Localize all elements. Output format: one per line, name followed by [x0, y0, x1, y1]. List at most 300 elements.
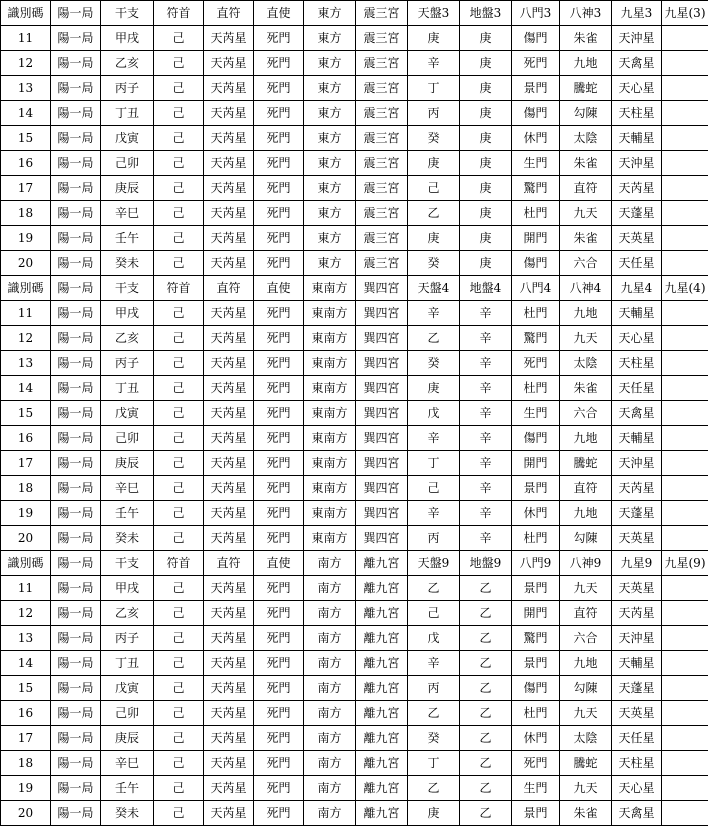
- cell-palace: 巽四宮: [356, 426, 408, 451]
- cell-jiuxing: 天任星: [612, 726, 662, 751]
- table-row: [1, 676, 708, 701]
- cell-ju: 陽一局: [51, 301, 101, 326]
- cell-tianpan: 辛: [408, 51, 460, 76]
- cell-zhishi: 死門: [254, 376, 304, 401]
- cell-direction: 南方: [304, 601, 356, 626]
- cell-palace: 離九宮: [356, 801, 408, 826]
- cell-zhifu: 天芮星: [204, 351, 254, 376]
- cell-zhifu: 天芮星: [204, 26, 254, 51]
- cell-ganzhi: 壬午: [101, 501, 154, 526]
- cell-dipan: 辛: [460, 501, 512, 526]
- cell-jiuxing: 天沖星: [612, 626, 662, 651]
- header-cell-ganzhi: 干支: [101, 551, 154, 576]
- table-row: [1, 526, 708, 551]
- cell-fushou: 己: [154, 326, 204, 351]
- header-cell-dipan: 地盤4: [460, 276, 512, 301]
- cell-bamen: 傷門: [512, 101, 560, 126]
- cell-bashen: 直符: [560, 176, 612, 201]
- header-cell-palace: 巽四宮: [356, 276, 408, 301]
- cell-zhifu: 天芮星: [204, 601, 254, 626]
- cell-direction: 東南方: [304, 326, 356, 351]
- header-cell-palace: 離九宮: [356, 551, 408, 576]
- table-row: [1, 751, 708, 776]
- cell-zhishi: 死門: [254, 576, 304, 601]
- cell-id: 14: [1, 651, 51, 676]
- header-cell-bamen: 八門4: [512, 276, 560, 301]
- cell-ganzhi: 丙子: [101, 76, 154, 101]
- cell-tianpan: 癸: [408, 251, 460, 276]
- cell-fushou: 己: [154, 676, 204, 701]
- header-cell-ju: 陽一局: [51, 551, 101, 576]
- cell-palace: 巽四宮: [356, 401, 408, 426]
- cell-jiuxing-extra: [662, 301, 708, 326]
- cell-bashen: 太陰: [560, 126, 612, 151]
- cell-zhifu: 天芮星: [204, 576, 254, 601]
- cell-dipan: 乙: [460, 801, 512, 826]
- cell-jiuxing: 天蓬星: [612, 501, 662, 526]
- cell-id: 11: [1, 576, 51, 601]
- cell-palace: 震三宮: [356, 151, 408, 176]
- cell-bamen: 休門: [512, 501, 560, 526]
- table-row: [1, 351, 708, 376]
- cell-zhifu: 天芮星: [204, 101, 254, 126]
- header-cell-zhishi: 直使: [254, 1, 304, 26]
- cell-ganzhi: 乙亥: [101, 601, 154, 626]
- cell-id: 16: [1, 426, 51, 451]
- cell-jiuxing: 天英星: [612, 226, 662, 251]
- cell-palace: 巽四宮: [356, 451, 408, 476]
- cell-ju: 陽一局: [51, 476, 101, 501]
- cell-zhifu: 天芮星: [204, 251, 254, 276]
- cell-dipan: 辛: [460, 526, 512, 551]
- cell-direction: 南方: [304, 801, 356, 826]
- cell-id: 16: [1, 151, 51, 176]
- cell-bamen: 開門: [512, 226, 560, 251]
- cell-jiuxing: 天沖星: [612, 151, 662, 176]
- cell-bashen: 六合: [560, 401, 612, 426]
- cell-direction: 東方: [304, 126, 356, 151]
- header-cell-dipan: 地盤9: [460, 551, 512, 576]
- cell-dipan: 辛: [460, 426, 512, 451]
- cell-tianpan: 癸: [408, 351, 460, 376]
- cell-jiuxing-extra: [662, 251, 708, 276]
- cell-id: 20: [1, 251, 51, 276]
- header-cell-ju: 陽一局: [51, 276, 101, 301]
- cell-zhifu: 天芮星: [204, 151, 254, 176]
- cell-direction: 東方: [304, 76, 356, 101]
- cell-ju: 陽一局: [51, 376, 101, 401]
- cell-palace: 震三宮: [356, 251, 408, 276]
- cell-tianpan: 丙: [408, 101, 460, 126]
- cell-zhifu: 天芮星: [204, 451, 254, 476]
- cell-fushou: 己: [154, 126, 204, 151]
- header-cell-ju: 陽一局: [51, 1, 101, 26]
- cell-jiuxing-extra: [662, 326, 708, 351]
- cell-bashen: 朱雀: [560, 801, 612, 826]
- cell-dipan: 乙: [460, 676, 512, 701]
- cell-direction: 南方: [304, 776, 356, 801]
- cell-jiuxing: 天沖星: [612, 26, 662, 51]
- cell-direction: 東方: [304, 51, 356, 76]
- header-cell-tianpan: 天盤4: [408, 276, 460, 301]
- cell-jiuxing-extra: [662, 576, 708, 601]
- cell-zhifu: 天芮星: [204, 426, 254, 451]
- header-cell-zhishi: 直使: [254, 276, 304, 301]
- header-cell-fushou: 符首: [154, 551, 204, 576]
- table-row: [1, 376, 708, 401]
- cell-jiuxing-extra: [662, 226, 708, 251]
- section-header-row: [1, 1, 708, 26]
- cell-zhishi: 死門: [254, 26, 304, 51]
- table-row: [1, 476, 708, 501]
- cell-ganzhi: 丙子: [101, 351, 154, 376]
- cell-direction: 東方: [304, 226, 356, 251]
- cell-jiuxing: 天柱星: [612, 351, 662, 376]
- cell-zhifu: 天芮星: [204, 776, 254, 801]
- cell-palace: 離九宮: [356, 726, 408, 751]
- cell-fushou: 己: [154, 351, 204, 376]
- section-header-row: [1, 276, 708, 301]
- cell-tianpan: 己: [408, 601, 460, 626]
- cell-ganzhi: 戊寅: [101, 126, 154, 151]
- cell-ganzhi: 己卯: [101, 426, 154, 451]
- cell-dipan: 辛: [460, 301, 512, 326]
- cell-jiuxing-extra: [662, 476, 708, 501]
- cell-jiuxing-extra: [662, 626, 708, 651]
- cell-zhifu: 天芮星: [204, 76, 254, 101]
- header-cell-fushou: 符首: [154, 276, 204, 301]
- header-cell-tianpan: 天盤3: [408, 1, 460, 26]
- cell-fushou: 己: [154, 801, 204, 826]
- cell-id: 12: [1, 326, 51, 351]
- cell-id: 13: [1, 626, 51, 651]
- cell-jiuxing-extra: [662, 201, 708, 226]
- cell-fushou: 己: [154, 476, 204, 501]
- table-row: [1, 51, 708, 76]
- cell-jiuxing-extra: [662, 726, 708, 751]
- header-cell-ganzhi: 干支: [101, 276, 154, 301]
- cell-ganzhi: 丁丑: [101, 376, 154, 401]
- cell-jiuxing-extra: [662, 426, 708, 451]
- cell-jiuxing-extra: [662, 151, 708, 176]
- cell-zhishi: 死門: [254, 301, 304, 326]
- cell-palace: 震三宮: [356, 176, 408, 201]
- cell-jiuxing-extra: [662, 126, 708, 151]
- cell-ju: 陽一局: [51, 101, 101, 126]
- cell-jiuxing-extra: [662, 651, 708, 676]
- cell-zhifu: 天芮星: [204, 401, 254, 426]
- cell-fushou: 己: [154, 576, 204, 601]
- cell-palace: 巽四宮: [356, 501, 408, 526]
- header-cell-bashen: 八神4: [560, 276, 612, 301]
- cell-palace: 離九宮: [356, 676, 408, 701]
- cell-bamen: 景門: [512, 651, 560, 676]
- cell-zhifu: 天芮星: [204, 176, 254, 201]
- cell-jiuxing-extra: [662, 751, 708, 776]
- cell-zhifu: 天芮星: [204, 626, 254, 651]
- cell-ju: 陽一局: [51, 751, 101, 776]
- cell-palace: 離九宮: [356, 776, 408, 801]
- cell-id: 13: [1, 76, 51, 101]
- cell-jiuxing: 天心星: [612, 76, 662, 101]
- cell-fushou: 己: [154, 651, 204, 676]
- cell-ju: 陽一局: [51, 251, 101, 276]
- cell-palace: 巽四宮: [356, 526, 408, 551]
- cell-jiuxing: 天英星: [612, 701, 662, 726]
- cell-ganzhi: 癸未: [101, 251, 154, 276]
- cell-zhifu: 天芮星: [204, 651, 254, 676]
- cell-fushou: 己: [154, 176, 204, 201]
- cell-bashen: 九天: [560, 326, 612, 351]
- cell-bashen: 九天: [560, 201, 612, 226]
- cell-dipan: 庚: [460, 151, 512, 176]
- cell-fushou: 己: [154, 376, 204, 401]
- cell-jiuxing: 天芮星: [612, 601, 662, 626]
- cell-jiuxing: 天沖星: [612, 451, 662, 476]
- cell-jiuxing: 天蓬星: [612, 676, 662, 701]
- cell-bamen: 傷門: [512, 426, 560, 451]
- cell-ju: 陽一局: [51, 426, 101, 451]
- cell-fushou: 己: [154, 451, 204, 476]
- cell-zhifu: 天芮星: [204, 126, 254, 151]
- cell-fushou: 己: [154, 251, 204, 276]
- cell-direction: 南方: [304, 626, 356, 651]
- cell-bashen: 六合: [560, 251, 612, 276]
- cell-palace: 震三宮: [356, 76, 408, 101]
- cell-palace: 震三宮: [356, 201, 408, 226]
- cell-bamen: 死門: [512, 51, 560, 76]
- cell-ganzhi: 丙子: [101, 626, 154, 651]
- cell-dipan: 庚: [460, 201, 512, 226]
- cell-ju: 陽一局: [51, 401, 101, 426]
- table-row: [1, 726, 708, 751]
- cell-jiuxing: 天輔星: [612, 301, 662, 326]
- cell-bamen: 景門: [512, 476, 560, 501]
- cell-jiuxing: 天芮星: [612, 176, 662, 201]
- cell-palace: 離九宮: [356, 576, 408, 601]
- cell-bamen: 景門: [512, 801, 560, 826]
- cell-tianpan: 己: [408, 176, 460, 201]
- cell-dipan: 辛: [460, 376, 512, 401]
- cell-id: 17: [1, 726, 51, 751]
- cell-ganzhi: 戊寅: [101, 676, 154, 701]
- cell-tianpan: 辛: [408, 651, 460, 676]
- cell-ganzhi: 己卯: [101, 701, 154, 726]
- cell-tianpan: 庚: [408, 26, 460, 51]
- header-cell-palace: 震三宮: [356, 1, 408, 26]
- cell-jiuxing-extra: [662, 401, 708, 426]
- cell-id: 12: [1, 601, 51, 626]
- cell-id: 19: [1, 226, 51, 251]
- cell-palace: 離九宮: [356, 651, 408, 676]
- table-row: [1, 251, 708, 276]
- cell-bamen: 生門: [512, 151, 560, 176]
- cell-bashen: 直符: [560, 601, 612, 626]
- table-row: [1, 701, 708, 726]
- cell-fushou: 己: [154, 226, 204, 251]
- cell-zhifu: 天芮星: [204, 726, 254, 751]
- cell-fushou: 己: [154, 501, 204, 526]
- cell-fushou: 己: [154, 101, 204, 126]
- cell-bashen: 勾陳: [560, 676, 612, 701]
- cell-id: 17: [1, 176, 51, 201]
- cell-jiuxing: 天心星: [612, 326, 662, 351]
- cell-bamen: 景門: [512, 76, 560, 101]
- table-row: [1, 776, 708, 801]
- cell-zhifu: 天芮星: [204, 301, 254, 326]
- cell-zhishi: 死門: [254, 451, 304, 476]
- cell-bamen: 生門: [512, 776, 560, 801]
- cell-ganzhi: 辛巳: [101, 201, 154, 226]
- cell-dipan: 庚: [460, 51, 512, 76]
- cell-direction: 南方: [304, 701, 356, 726]
- cell-bashen: 騰蛇: [560, 451, 612, 476]
- cell-ganzhi: 甲戌: [101, 26, 154, 51]
- table-row: [1, 301, 708, 326]
- cell-zhishi: 死門: [254, 201, 304, 226]
- cell-bashen: 騰蛇: [560, 76, 612, 101]
- cell-direction: 南方: [304, 751, 356, 776]
- cell-direction: 東方: [304, 251, 356, 276]
- header-cell-direction: 東南方: [304, 276, 356, 301]
- cell-palace: 離九宮: [356, 626, 408, 651]
- table-row: [1, 801, 708, 826]
- cell-tianpan: 庚: [408, 801, 460, 826]
- cell-zhishi: 死門: [254, 501, 304, 526]
- cell-dipan: 乙: [460, 701, 512, 726]
- table-row: [1, 601, 708, 626]
- cell-id: 18: [1, 201, 51, 226]
- cell-zhishi: 死門: [254, 101, 304, 126]
- cell-bashen: 朱雀: [560, 26, 612, 51]
- cell-fushou: 己: [154, 751, 204, 776]
- cell-bamen: 驚門: [512, 626, 560, 651]
- cell-jiuxing: 天輔星: [612, 426, 662, 451]
- cell-dipan: 辛: [460, 451, 512, 476]
- cell-tianpan: 庚: [408, 376, 460, 401]
- cell-jiuxing: 天芮星: [612, 476, 662, 501]
- cell-id: 18: [1, 751, 51, 776]
- header-cell-ganzhi: 干支: [101, 1, 154, 26]
- cell-zhishi: 死門: [254, 151, 304, 176]
- table-row: [1, 26, 708, 51]
- cell-bashen: 直符: [560, 476, 612, 501]
- cell-bashen: 六合: [560, 626, 612, 651]
- cell-jiuxing-extra: [662, 351, 708, 376]
- cell-jiuxing: 天心星: [612, 776, 662, 801]
- cell-zhishi: 死門: [254, 651, 304, 676]
- cell-ju: 陽一局: [51, 451, 101, 476]
- cell-jiuxing-extra: [662, 676, 708, 701]
- cell-ju: 陽一局: [51, 176, 101, 201]
- cell-palace: 離九宮: [356, 701, 408, 726]
- table-row: [1, 226, 708, 251]
- cell-ganzhi: 庚辰: [101, 451, 154, 476]
- table-row: [1, 151, 708, 176]
- cell-id: 11: [1, 26, 51, 51]
- cell-bashen: 太陰: [560, 351, 612, 376]
- cell-palace: 震三宮: [356, 26, 408, 51]
- cell-tianpan: 戊: [408, 626, 460, 651]
- cell-jiuxing-extra: [662, 26, 708, 51]
- cell-zhishi: 死門: [254, 326, 304, 351]
- cell-ganzhi: 甲戌: [101, 301, 154, 326]
- cell-tianpan: 癸: [408, 726, 460, 751]
- cell-jiuxing: 天英星: [612, 576, 662, 601]
- cell-ju: 陽一局: [51, 351, 101, 376]
- cell-zhifu: 天芮星: [204, 476, 254, 501]
- cell-palace: 巽四宮: [356, 376, 408, 401]
- cell-ganzhi: 乙亥: [101, 51, 154, 76]
- section-header-row: [1, 551, 708, 576]
- cell-ganzhi: 丁丑: [101, 101, 154, 126]
- cell-ganzhi: 癸未: [101, 526, 154, 551]
- cell-jiuxing: 天任星: [612, 251, 662, 276]
- header-cell-bashen: 八神3: [560, 1, 612, 26]
- cell-direction: 東方: [304, 151, 356, 176]
- cell-zhifu: 天芮星: [204, 701, 254, 726]
- cell-direction: 東方: [304, 201, 356, 226]
- cell-fushou: 己: [154, 401, 204, 426]
- cell-ganzhi: 己卯: [101, 151, 154, 176]
- cell-direction: 南方: [304, 676, 356, 701]
- table-row: [1, 126, 708, 151]
- cell-ju: 陽一局: [51, 526, 101, 551]
- table-row: [1, 501, 708, 526]
- cell-fushou: 己: [154, 51, 204, 76]
- cell-bashen: 九地: [560, 301, 612, 326]
- cell-zhifu: 天芮星: [204, 676, 254, 701]
- cell-fushou: 己: [154, 76, 204, 101]
- header-cell-jiuxing: 九星9: [612, 551, 662, 576]
- cell-tianpan: 丙: [408, 676, 460, 701]
- cell-bamen: 死門: [512, 751, 560, 776]
- cell-zhifu: 天芮星: [204, 201, 254, 226]
- cell-tianpan: 丁: [408, 451, 460, 476]
- table-row: [1, 76, 708, 101]
- cell-id: 15: [1, 126, 51, 151]
- cell-bamen: 驚門: [512, 176, 560, 201]
- cell-zhishi: 死門: [254, 426, 304, 451]
- cell-palace: 離九宮: [356, 751, 408, 776]
- cell-zhifu: 天芮星: [204, 801, 254, 826]
- cell-zhifu: 天芮星: [204, 501, 254, 526]
- cell-tianpan: 癸: [408, 126, 460, 151]
- cell-bashen: 朱雀: [560, 376, 612, 401]
- cell-palace: 巽四宮: [356, 351, 408, 376]
- table-row: [1, 426, 708, 451]
- cell-dipan: 乙: [460, 651, 512, 676]
- table-row: [1, 101, 708, 126]
- cell-jiuxing-extra: [662, 376, 708, 401]
- cell-jiuxing-extra: [662, 776, 708, 801]
- cell-direction: 東方: [304, 176, 356, 201]
- cell-direction: 東南方: [304, 501, 356, 526]
- cell-ju: 陽一局: [51, 676, 101, 701]
- cell-bamen: 傷門: [512, 251, 560, 276]
- cell-id: 12: [1, 51, 51, 76]
- cell-ju: 陽一局: [51, 126, 101, 151]
- cell-id: 20: [1, 526, 51, 551]
- cell-jiuxing-extra: [662, 601, 708, 626]
- cell-direction: 東南方: [304, 526, 356, 551]
- cell-palace: 震三宮: [356, 51, 408, 76]
- cell-id: 17: [1, 451, 51, 476]
- cell-id: 19: [1, 776, 51, 801]
- header-cell-jiuxing: 九星4: [612, 276, 662, 301]
- cell-tianpan: 庚: [408, 226, 460, 251]
- cell-jiuxing-extra: [662, 701, 708, 726]
